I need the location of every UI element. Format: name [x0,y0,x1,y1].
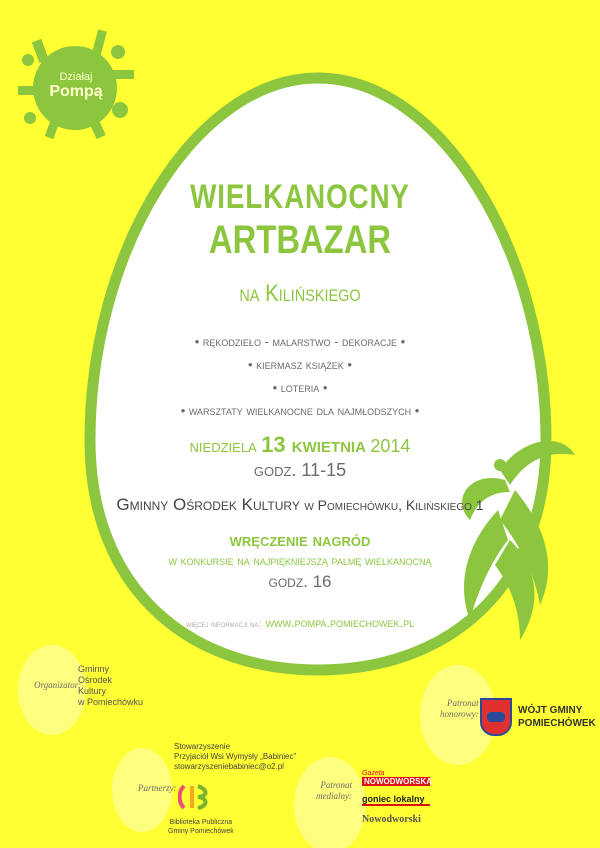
headline-line2: ARTBAZAR [208,218,392,262]
library-line: Gminy Pomiechówek [168,828,234,835]
awards-title: wręczenie nagród [229,530,371,550]
mayor-line2: POMIECHÓWEK [518,718,596,729]
library-logo-icon [178,782,208,812]
attraction-item: • warsztaty wielkanocne dla najmłodszych • [180,403,420,418]
more-info-label: więcej informacji na: [185,619,262,629]
organizer-block [78,664,143,708]
logo-line1: Działaj [59,71,93,83]
more-info-url[interactable]: www.pompa.pomiechowek.pl [265,615,415,630]
nowodworski-logo: Nowodworski [362,814,421,825]
event-date [0,432,600,458]
footer-egg-media [294,757,366,848]
event-year: 2014 [370,436,411,456]
more-info [0,614,600,632]
organizer-label: Organizator: [34,680,82,690]
event-day: niedziela [189,436,257,456]
event-date-main: 13 kwietnia [261,432,366,457]
headline-line3: na Kilińskiego [239,280,361,307]
honorary-label-line1: Patronat [447,698,479,708]
organizer-line: Ośrodek [78,675,113,685]
footer-egg-organizer [18,645,86,735]
association-block [174,742,296,772]
awards-subtitle: w konkursie na najpiękniejszą palmę wielkanocną [168,553,432,568]
event-hours: godz. 11-15 [253,460,347,480]
association-line: Stowarzyszenie [174,742,231,751]
association-line: Przyjaciół Wsi Wymysły „Babiniec” [174,752,297,761]
mayor-line1: WÓJT GMINY [518,705,583,716]
organizer-line: Kultury [78,686,107,696]
organizer-line: Gminny [78,664,110,674]
pompa-logo [46,72,106,100]
venue-name: Gminny Ośrodek Kultury [116,495,300,514]
media-label-line2: medialny: [316,791,352,801]
headline-line1: WIELKANOCNY [190,178,410,216]
goniec-logo: goniec lokalny [362,794,430,806]
library-block [168,818,234,836]
attraction-item: • kiermasz książek • [248,357,352,372]
organizer-line: w Pomiechówku [78,697,144,707]
attraction-item: • loteria • [272,380,328,395]
awards-time: godz. 16 [268,572,332,591]
association-line: stowarzyszeniebabiniec@o2.pl [174,762,284,771]
attractions-list [0,330,600,422]
attraction-item: • rękodzieło - malarstwo - dekoracje • [194,334,406,349]
nowodworska-logo: NOWODWORSKA [364,777,432,786]
coat-of-arms-icon [480,698,512,736]
library-line: Biblioteka Publiczna [169,819,233,826]
media-logos [362,770,430,825]
logo-line2: Pompą [49,82,103,100]
mayor-block [518,704,596,730]
honorary-label [440,698,479,720]
media-label [316,780,352,802]
gazeta-label: Gazeta [362,770,385,777]
event-venue [0,495,600,515]
venue-location: w Pomiechówku, Kilińskiego 1 [304,497,484,513]
partners-label: Partnerzy: [138,783,177,793]
media-label-line1: Patronat [320,780,352,790]
honorary-label-line2: honorowy: [440,709,479,719]
